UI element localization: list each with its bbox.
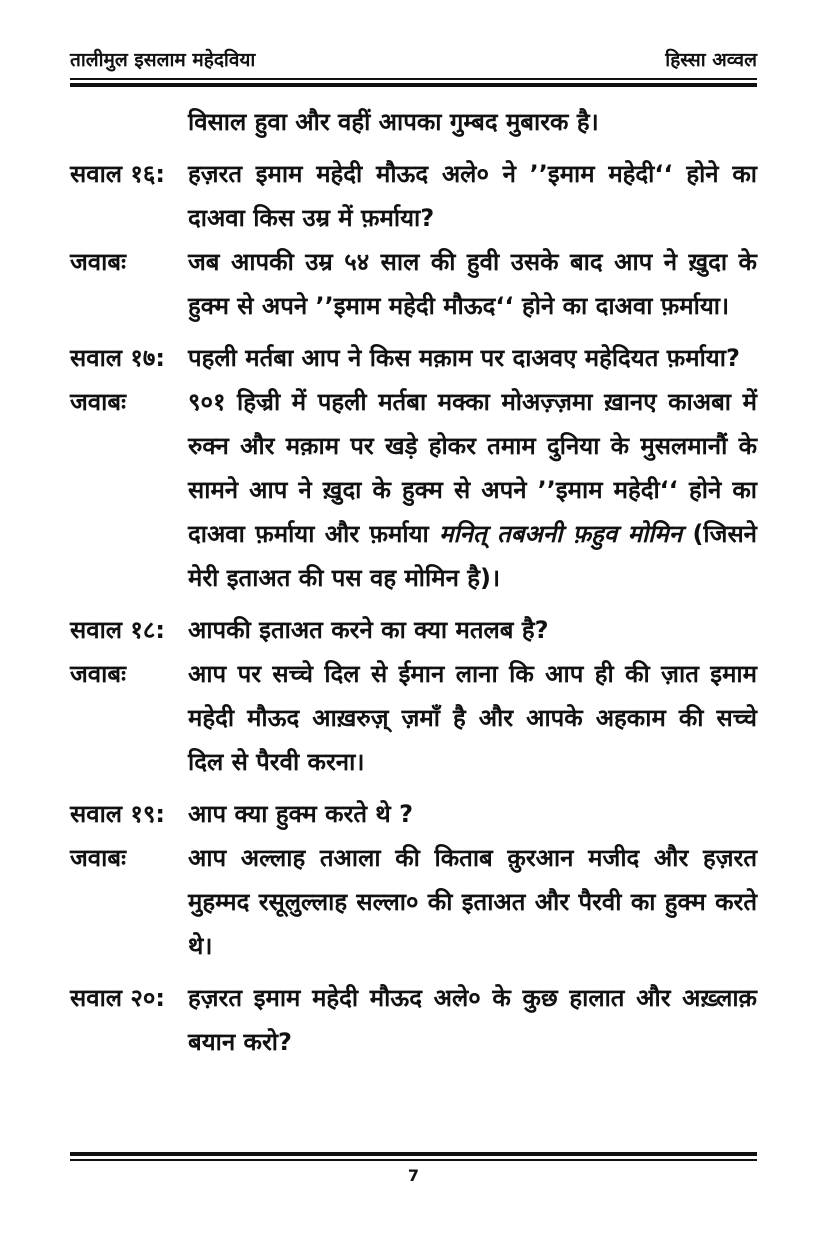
answer-text-part-b: (जिसने मेरी इताअत की पस वह मोमिन है)। bbox=[188, 520, 757, 592]
page-number: 7 bbox=[407, 1166, 420, 1185]
intro-text: विसाल हुवा और वहीं आपका गुम्बद मुबारक है। bbox=[188, 108, 599, 136]
answer-label: जवाबः bbox=[70, 388, 126, 416]
question-16 bbox=[70, 152, 757, 240]
footer-rule bbox=[70, 1152, 757, 1161]
answer-label: जवाबः bbox=[70, 248, 126, 276]
answer-17 bbox=[70, 380, 757, 600]
answer-text: आप अल्लाह तआला की किताब क़ुरआन मजीद और हज़रत मुहम्मद रसूलुल्लाह सल्ला० की इताअत और पैरवी का हुक्म करते थे। bbox=[188, 844, 757, 960]
running-header bbox=[70, 46, 757, 76]
question-20 bbox=[70, 976, 757, 1064]
question-label: सवाल १७: bbox=[70, 344, 165, 372]
question-text: आप क्या हुक्म करते थे ? bbox=[188, 800, 414, 828]
arabic-quote-italic: मनित् तबअनी फ़हुव मोमिन bbox=[439, 520, 683, 548]
answer-18 bbox=[70, 652, 757, 784]
question-label: सवाल १८: bbox=[70, 616, 165, 644]
question-label: सवाल १९: bbox=[70, 800, 165, 828]
book-title: तालीमुल इसलाम महेदविया bbox=[70, 49, 256, 71]
question-label: सवाल १६: bbox=[70, 160, 165, 188]
intro-paragraph bbox=[70, 100, 757, 144]
part-title: हिस्सा अव्वल bbox=[665, 49, 757, 71]
answer-text bbox=[188, 380, 757, 600]
question-text: पहली मर्तबा आप ने किस मक़ाम पर दाअवए महेदियत फ़र्माया? bbox=[188, 344, 740, 372]
header-rule bbox=[70, 78, 757, 87]
answer-label: जवाबः bbox=[70, 660, 126, 688]
question-17 bbox=[70, 336, 757, 380]
question-text: हज़रत इमाम महेदी मौऊद अले० ने ’’इमाम महेदी‘‘ होने का दाअवा किस उम्र में फ़र्माया? bbox=[188, 160, 757, 232]
answer-text: जब आपकी उम्र ५४ साल की हुवी उसके बाद आप ने ख़ुदा के हुक्म से अपने ’’इमाम महेदी मौऊद‘‘ होने का दाअवा फ़र्माया। bbox=[188, 248, 757, 320]
question-text: आपकी इताअत करने का क्या मतलब है? bbox=[188, 616, 549, 644]
question-label: सवाल २०: bbox=[70, 984, 165, 1012]
question-19 bbox=[70, 792, 757, 836]
answer-16 bbox=[70, 240, 757, 328]
question-text: हज़रत इमाम महेदी मौऊद अले० के कुछ हालात और अख़्लाक़ बयान करो? bbox=[188, 984, 757, 1056]
answer-label: जवाबः bbox=[70, 844, 126, 872]
question-18 bbox=[70, 608, 757, 652]
page-body bbox=[70, 100, 757, 1064]
answer-19 bbox=[70, 836, 757, 968]
answer-text: आप पर सच्चे दिल से ईमान लाना कि आप ही की ज़ात इमाम महेदी मौऊद आख़रुज़् ज़माँ है और आपके अहकाम की सच्चे दिल से पैरवी करना। bbox=[188, 660, 757, 776]
answer-text-part-a: ९०१ हिज्री में पहली मर्तबा मक्का मोअज़्ज़मा ख़ानए काअबा में रुक्न और मक़ाम पर खड़े होकर तमाम दुनिया के मुसलमानौं के सामने आप ने ख़ुदा के हुक्म से अपने ’’इमाम महेदी‘‘ होने का दाअवा फ़र्माया और फ़र्माया bbox=[188, 388, 757, 548]
